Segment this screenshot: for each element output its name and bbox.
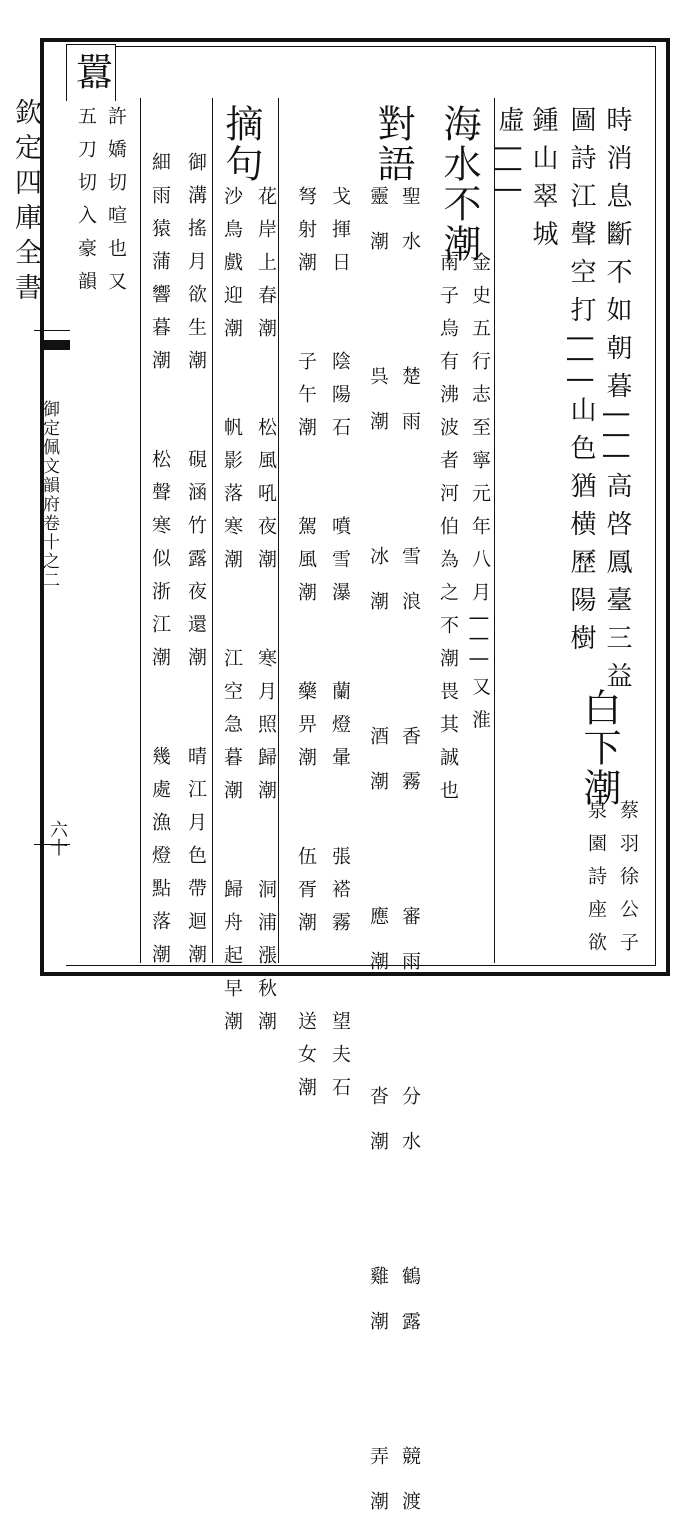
text-column-author: 蔡羽徐公子 bbox=[617, 800, 639, 965]
text-column-16: 五刀切入豪韻 bbox=[75, 106, 97, 304]
text-column-5: 金史五行志至寧元年八月|||又淮 bbox=[469, 252, 491, 743]
column-divider-1 bbox=[494, 98, 495, 963]
rhyme-character: 囂 bbox=[69, 52, 113, 92]
margin-column bbox=[4, 40, 66, 976]
text-column-4: 虛||| bbox=[494, 106, 524, 207]
column-divider-2 bbox=[278, 98, 279, 963]
text-column-author-2: 泉園詩座欲 bbox=[585, 800, 607, 965]
text-column-2: 圖詩江聲空打|||山色猶横歷陽樹 bbox=[566, 106, 596, 663]
volume-label: 御定佩文韻府卷十之二 bbox=[39, 400, 59, 590]
text-column-15: 許嬌切喧也又 bbox=[105, 106, 127, 304]
text-column-12: 沙鳥戲迎潮 帆影落寒潮 江空急暮潮 歸舟起早潮 bbox=[221, 186, 243, 1044]
fishtail-mark bbox=[40, 340, 70, 350]
text-column-1: 時消息斷不如朝暮|||高啓鳳臺三益 bbox=[602, 106, 632, 701]
heading-haishui-buchao: 海水不潮 bbox=[437, 104, 481, 264]
heading-baixia-chao: 白下潮 bbox=[577, 688, 621, 808]
text-column-8: 靈潮 呉潮 冰潮 酒潮 應潮 沓潮 雞潮 弄潮 bbox=[367, 186, 389, 1536]
text-column-10: 弩射潮 子午潮 駕風潮 藥畀潮 伍胥潮 送女潮 bbox=[295, 186, 317, 1110]
heading-zhaiju: 摘句 bbox=[219, 104, 263, 184]
book-title: 欽定四庫全書 bbox=[10, 98, 41, 308]
page-number: 六十 bbox=[47, 820, 68, 856]
text-column-6: 南子烏有沸波者河伯為之不潮畏其誠也 bbox=[437, 252, 459, 813]
margin-rule-top bbox=[34, 330, 70, 331]
text-column-7: 聖水 楚雨 雪浪 香霧 審雨 分水 鶴露 競渡 bbox=[399, 186, 421, 1536]
column-divider-4 bbox=[140, 98, 141, 963]
column-divider-3 bbox=[212, 98, 213, 963]
text-column-3: 鍾山翠城 bbox=[528, 106, 558, 258]
heading-duiyu: 對語 bbox=[371, 104, 415, 184]
text-column-13: 御溝搖月欲生潮 硯涵竹露夜還潮 晴江月色帶迴潮 bbox=[185, 152, 207, 977]
margin-rule-bottom bbox=[34, 844, 70, 845]
text-column-9: 戈揮日 陰陽石 噴雪瀑 蘭燈暈 張褡霧 望夫石 bbox=[329, 186, 351, 1110]
text-column-11: 花岸上春潮 松風吼夜潮 寒月照歸潮 洞浦漲秋潮 bbox=[255, 186, 277, 1044]
text-column-14: 細雨猿蒲響暮潮 松聲寒似浙江潮 幾處漁燈點落潮 bbox=[149, 152, 171, 977]
